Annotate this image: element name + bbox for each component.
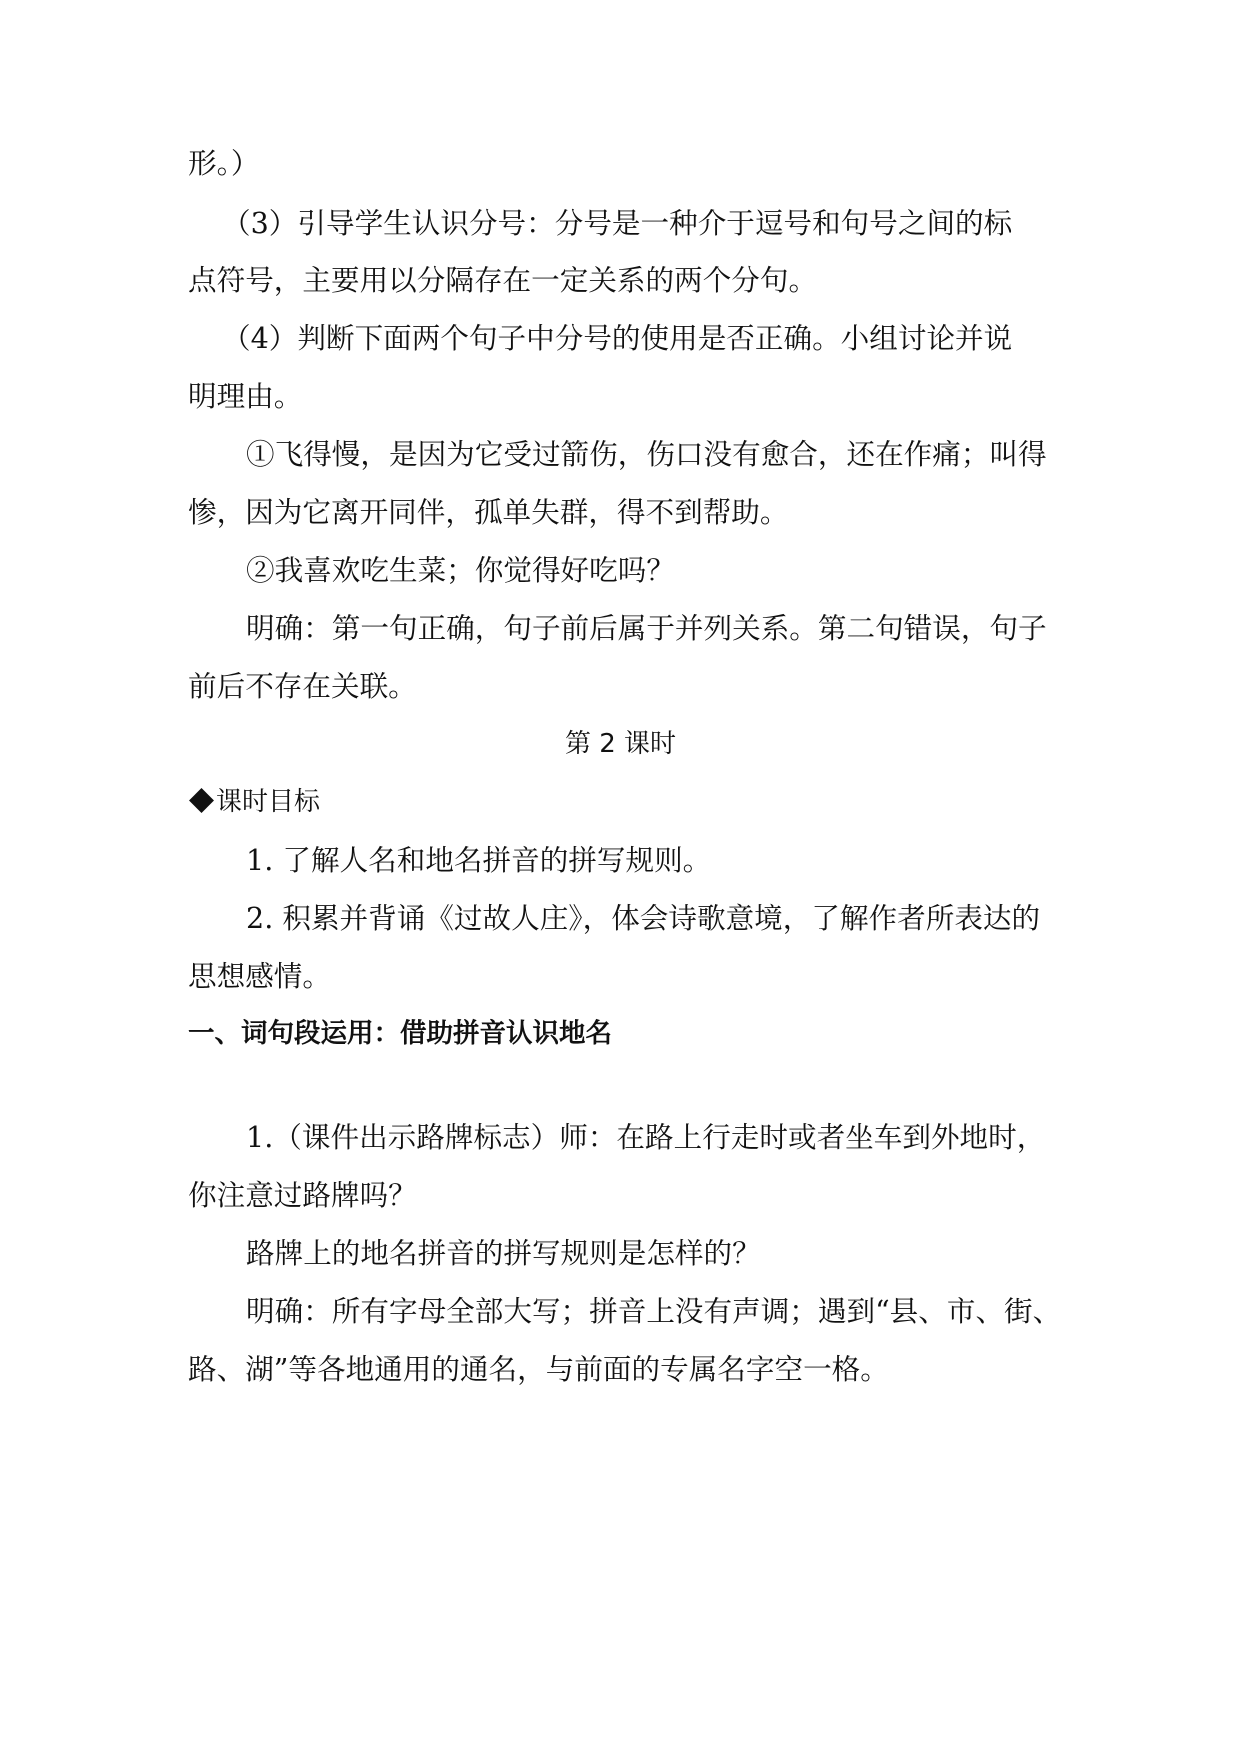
paragraph-line: ②我喜欢吃生菜；你觉得好吃吗？	[246, 553, 675, 587]
paragraph-line: （4）判断下面两个句子中分号的使用是否正确。小组讨论并说	[222, 321, 1013, 355]
paragraph-line: 1. 了解人名和地名拼音的拼写规则。	[246, 843, 712, 877]
section-heading: 一、词句段运用：借助拼音认识地名	[188, 1018, 612, 1049]
lesson-heading: 第 2 课时	[564, 729, 677, 759]
paragraph-line: 2. 积累并背诵《过故人庄》，体会诗歌意境，了解作者所表达的	[246, 901, 1041, 935]
paragraph-line: 路牌上的地名拼音的拼写规则是怎样的？	[246, 1236, 761, 1270]
paragraph-line: （3）引导学生认识分号：分号是一种介于逗号和句号之间的标	[222, 206, 1013, 240]
objectives-heading	[188, 782, 320, 822]
paragraph-line: 路、湖”等各地通用的通名，与前面的专属名字空一格。	[188, 1352, 889, 1386]
paragraph-line: 1.（课件出示路牌标志）师：在路上行走时或者坐车到外地时，	[246, 1120, 1046, 1154]
paragraph-line: 前后不存在关联。	[188, 669, 417, 703]
paragraph-line: 思想感情。	[188, 959, 331, 993]
paragraph-line: 你注意过路牌吗？	[188, 1178, 417, 1212]
paragraph-line: 明确：第一句正确，句子前后属于并列关系。第二句错误，句子	[246, 611, 1047, 645]
objectives-heading-text: 课时目标	[216, 787, 321, 817]
paragraph-line: 点符号，主要用以分隔存在一定关系的两个分句。	[188, 263, 818, 297]
paragraph-line: 明确：所有字母全部大写；拼音上没有声调；遇到“县、市、街、	[246, 1294, 1062, 1328]
paragraph-line: 明理由。	[188, 379, 303, 413]
diamond-bullet-icon	[188, 787, 215, 814]
paragraph-line: ①飞得慢，是因为它受过箭伤，伤口没有愈合，还在作痛；叫得	[246, 437, 1047, 471]
paragraph-line: 惨，因为它离开同伴，孤单失群，得不到帮助。	[188, 495, 789, 529]
paragraph-line: 形。）	[188, 146, 260, 180]
